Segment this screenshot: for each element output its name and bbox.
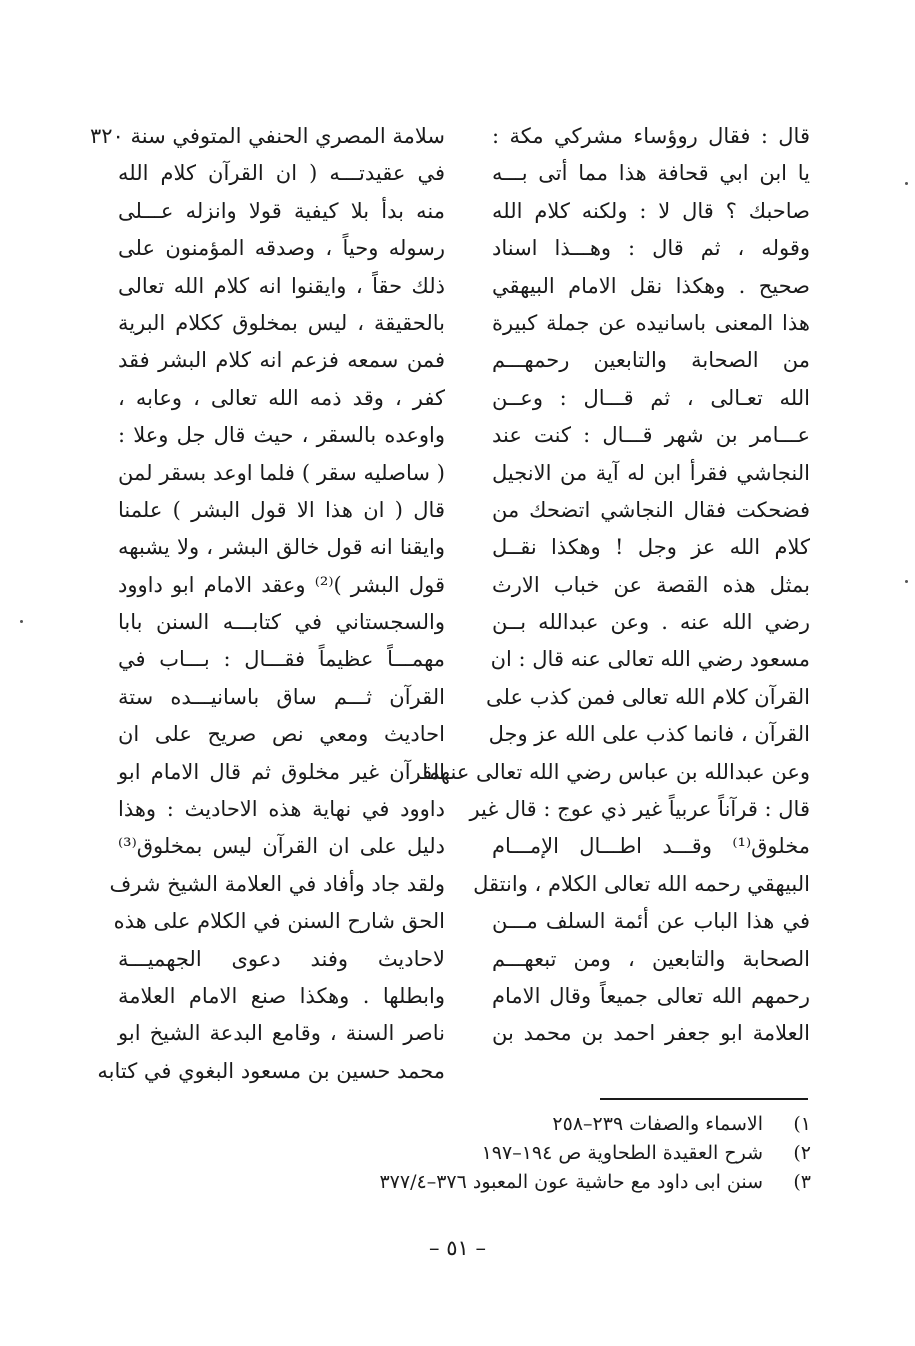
text-line: الحق شارح السنن في الكلام على هذه: [113, 909, 445, 934]
text-line: يا ابن ابي قحافة هذا مما أتى بـــه: [492, 161, 810, 186]
footnote-number: ٣): [793, 1171, 811, 1193]
text-line: عـــامر بن شهر قـــال : كنت عند: [492, 423, 810, 448]
left-text-column: [89, 118, 445, 1090]
text-line: محمد حسين بن مسعود البغوي في كتابه: [97, 1058, 445, 1083]
margin-mark: [905, 580, 908, 583]
text-line: رضي الله عنه . وعن عبدالله بــن: [492, 610, 810, 635]
text-line: الله تعـالى ، ثم قـــال : وعــن: [492, 385, 810, 410]
text-line: منه بدأ بلا كيفية قولا وانزله عـــلى: [118, 198, 445, 223]
page-number: – ٥١ –: [429, 1236, 486, 1260]
text-line: كفر ، وقد ذمه الله تعالى ، وعابه ،: [118, 385, 445, 410]
text-line: مهمـــاً عظيماً فقـــال : بـــاب في: [118, 647, 445, 672]
text-line: ( ساصليه سقر ) فلما اوعد بسقر لمن: [118, 460, 445, 485]
footnote-separator: [600, 1098, 808, 1100]
text-line: هذا المعنى باسانيده عن جملة كبيرة: [492, 310, 810, 335]
margin-mark: [905, 182, 908, 185]
text-line: بمثل هذه القصة عن خباب الارث: [492, 572, 810, 597]
text-line: ناصر السنة ، وقامع البدعة الشيخ ابو: [118, 1021, 445, 1046]
text-line: قول البشر )⁽²⁾ وعقد الامام ابو داوود: [118, 572, 445, 597]
margin-mark: [20, 620, 23, 623]
text-line: البيهقي رحمه الله تعالى الكلام ، وانتقل: [473, 871, 810, 896]
footnote-number: ١): [793, 1113, 811, 1135]
text-line: رحمهم الله تعالى جميعاً وقال الامام: [492, 983, 810, 1008]
text-line: القرآن ثـــم ساق باسانيـــده ستة: [118, 684, 445, 709]
text-line: وايقنا انه قول خالق البشر ، ولا يشبهه: [118, 535, 445, 560]
text-line: القرآن كلام الله تعالى فمن كذب على: [486, 684, 810, 709]
text-line: والسجستاني في كتابـــه السنن بابا: [118, 610, 445, 635]
footnote-text: سنن ابى داود مع حاشية عون المعبود ٣٧٦–٣٧٧/٤: [379, 1171, 763, 1193]
text-line: قال : قرآناً عربياً غير ذي عوج : قال غير: [469, 797, 810, 822]
text-line: دليل على ان القرآن ليس بمخلوق⁽³⁾: [118, 834, 445, 859]
text-line: في هذا الباب عن أئمة السلف مـــن: [492, 909, 810, 934]
text-line: النجاشي فقرأ ابن له آية من الانجيل: [492, 460, 810, 485]
text-line: القرآن ، فانما كذب على الله عز وجل: [488, 722, 810, 747]
footnote-3: [111, 1168, 811, 1197]
text-line: واوعده بالسقر ، حيث قال جل وعلا :: [118, 423, 445, 448]
text-line: وقوله ، ثم قال : وهـــذا اسناد: [492, 236, 810, 261]
text-line: داوود في نهاية هذه الاحاديث : وهذا: [118, 797, 445, 822]
text-line: الصحابة والتابعين ، ومن تبعهـــم: [492, 946, 810, 971]
text-line: ذلك حقاً ، وايقنوا انه كلام الله تعالى: [118, 273, 445, 298]
text-line: رسوله وحياً ، وصدقه المؤمنون على: [118, 236, 445, 261]
text-line: ولقد جاد وأفاد في العلامة الشيخ شرف: [109, 871, 445, 896]
text-line: العلامة ابو جعفر احمد بن محمد بن: [492, 1021, 810, 1046]
text-line: مخلوق⁽¹⁾ وقـــد اطـــال الإمـــام: [492, 834, 810, 859]
text-line: وابطلها . وهكذا صنع الامام العلامة: [118, 983, 445, 1008]
right-text-column: [422, 118, 810, 1053]
text-line: القرآن غير مخلوق ثم قال الامام ابو: [118, 759, 445, 784]
text-line: في عقيدتـــه ( ان القرآن كلام الله: [118, 161, 445, 186]
text-line: صحيح . وهكذا نقل الامام البيهقي: [492, 273, 810, 298]
text-line: مسعود رضي الله تعالى عنه قال : ان: [490, 647, 810, 672]
text-line: صاحبك ؟ قال لا : ولكنه كلام الله: [492, 198, 810, 223]
footnote-2: [111, 1139, 811, 1168]
text-line: كلام الله عز وجل ! وهكذا نقــل: [492, 535, 810, 560]
text-line: سلامة المصري الحنفي المتوفي سنة ٣٢٠: [89, 124, 445, 148]
footnote-text: شرح العقيدة الطحاوية ص ١٩٤–١٩٧: [481, 1142, 763, 1164]
text-line: فضحكت فقال النجاشي اتضحك من: [492, 497, 810, 522]
text-line: احاديث ومعي نص صريح على ان: [118, 722, 445, 747]
text-line: بالحقيقة ، ليس بمخلوق ككلام البرية: [118, 310, 445, 335]
text-line: لاحاديث وفند دعوى الجهميـــة: [118, 946, 445, 971]
text-line: قال : فقال روؤساء مشركي مكة :: [492, 124, 810, 148]
text-line: فمن سمعه فزعم انه كلام البشر فقد: [118, 348, 445, 373]
footnote-number: ٢): [793, 1142, 811, 1164]
footnote-text: الاسماء والصفات ٢٣٩–٢٥٨: [552, 1113, 763, 1135]
text-line: قال ( ان هذا الا قول البشر ) علمنا: [118, 497, 445, 522]
footnotes: [111, 1110, 811, 1197]
text-line: من الصحابة والتابعين رحمهـــم: [492, 348, 810, 373]
footnote-1: [111, 1110, 811, 1139]
text-line: وعن عبدالله بن عباس رضي الله تعالى عنهما: [422, 759, 810, 784]
